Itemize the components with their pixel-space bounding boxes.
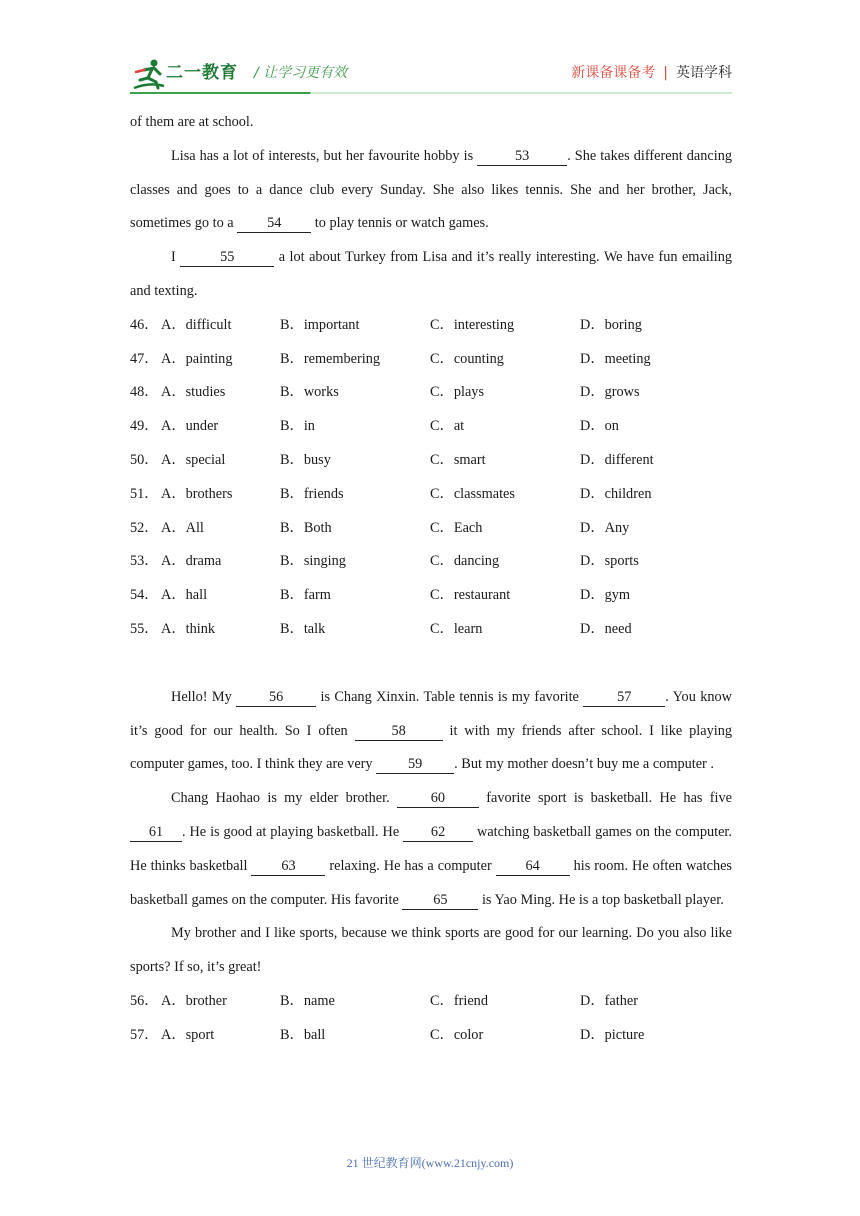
question-number: 49．: [130, 418, 159, 435]
blank-60: 60: [397, 790, 479, 808]
option-a: A．All: [161, 519, 204, 536]
question-row: [130, 343, 732, 377]
header-divider: [130, 92, 732, 94]
passage1-paragraph-0: [130, 106, 732, 140]
question-row: [130, 579, 732, 613]
option-d: D．gym: [580, 587, 631, 604]
option-d: D．different: [580, 451, 654, 468]
option-d: D．Any: [580, 519, 630, 536]
option-d: D．father: [580, 992, 638, 1009]
passage1-text: Lisa has a lot of interests, but her favourite hobby is: [171, 147, 478, 164]
passage1-text: . She takes different dancing classes and goes to a dance club every Sunday. She also likes tennis. She and her brother, Jack, sometimes go to a: [130, 147, 732, 232]
document-content: [130, 106, 732, 1053]
option-c: C．learn: [430, 620, 483, 637]
section-gap: [130, 647, 732, 681]
header-subject: 英语学科: [676, 65, 732, 81]
question-number: 50．: [130, 451, 159, 468]
passage2-text: it with my friends after school. I like playing computer games, too. I think they are very: [130, 722, 733, 773]
option-b: B．friends: [280, 485, 344, 502]
question-row: [130, 985, 732, 1019]
passage2-text: is Yao Ming. He is a top basketball player.: [478, 891, 724, 908]
header-slogan: / 让学习更有效: [254, 65, 348, 81]
passage2-text: watching basketball games on the computer. He thinks basketball: [130, 823, 732, 874]
blank-64: 64: [496, 858, 570, 876]
passage2-text: Hello! My: [171, 688, 237, 705]
passage1-text: of them are at school.: [130, 114, 254, 130]
page-footer[interactable]: 21 世纪教育网(www.21cnjy.com): [346, 1156, 514, 1170]
option-a: A．painting: [161, 350, 233, 367]
page-header: [130, 52, 732, 96]
option-a: A．under: [161, 418, 219, 435]
question-number: 55．: [130, 620, 159, 637]
option-d: D．children: [580, 485, 652, 502]
blank-63: 63: [251, 858, 325, 876]
header-subject-tag: 新课备课备考: [571, 65, 656, 81]
blank-59: 59: [376, 756, 454, 774]
option-c: C．classmates: [430, 485, 515, 502]
passage1-text: to play tennis or watch games.: [311, 215, 489, 232]
blank-58: 58: [355, 723, 443, 741]
option-a: A．brother: [161, 992, 227, 1009]
option-a: A．brothers: [161, 485, 233, 502]
options-block-2: [130, 985, 732, 1053]
option-a: A．special: [161, 451, 226, 468]
option-b: B．talk: [280, 620, 326, 637]
option-a: A．sport: [161, 1026, 215, 1043]
options-block-1: [130, 309, 732, 647]
option-b: B．ball: [280, 1026, 326, 1043]
option-b: B．remembering: [280, 350, 381, 367]
logo-text: 二一教育: [166, 63, 238, 83]
passage1-text: I: [171, 249, 181, 266]
passage1-paragraph-2: [130, 241, 732, 309]
question-row: [130, 309, 732, 343]
option-c: C．at: [430, 418, 465, 435]
passage2-paragraph-1: [130, 681, 732, 782]
passage2-text: My brother and I like sports, because we think sports are good for our learning. Do you also like sports? If so, it’s great!: [130, 925, 732, 976]
question-row: [130, 410, 732, 444]
question-number: 46．: [130, 316, 159, 333]
blank-65: 65: [402, 892, 478, 910]
question-number: 48．: [130, 384, 159, 401]
blank-62: 62: [403, 824, 473, 842]
blank-56: 56: [236, 689, 316, 707]
option-a: A．studies: [161, 384, 226, 401]
option-b: B．Both: [280, 519, 332, 536]
option-d: D．sports: [580, 553, 639, 570]
question-row: [130, 512, 732, 546]
passage2-paragraph-2: [130, 782, 732, 917]
option-d: D．grows: [580, 384, 640, 401]
option-c: C．restaurant: [430, 587, 511, 604]
question-row: [130, 545, 732, 579]
question-row: [130, 444, 732, 478]
blank-54: 54: [237, 215, 311, 233]
option-b: B．farm: [280, 587, 331, 604]
option-c: C．friend: [430, 992, 488, 1009]
passage2-text: favorite sport is basketball. He has five: [478, 790, 732, 807]
option-b: B．singing: [280, 553, 346, 570]
question-number: 52．: [130, 519, 159, 536]
question-number: 51．: [130, 485, 159, 502]
option-c: C．smart: [430, 451, 486, 468]
passage2-text: . You know it’s good for our health. So I often: [130, 688, 732, 739]
question-row: [130, 613, 732, 647]
option-b: B．busy: [280, 451, 331, 468]
option-b: B．in: [280, 418, 315, 435]
question-number: 53．: [130, 553, 159, 570]
option-d: D．on: [580, 418, 619, 435]
question-number: 47．: [130, 350, 159, 367]
header-right: [571, 62, 732, 82]
option-b: B．works: [280, 384, 339, 401]
header-separator: |: [663, 65, 668, 81]
option-d: D．boring: [580, 316, 642, 333]
question-number: 54．: [130, 587, 159, 604]
question-row: [130, 376, 732, 410]
passage2-text: . But my mother doesn’t buy me a computer .: [454, 756, 714, 773]
option-d: D．meeting: [580, 350, 651, 367]
passage2-text: his room. He often watches basketball games on the computer. His favorite: [130, 857, 732, 908]
option-c: C．dancing: [430, 553, 500, 570]
option-d: D．need: [580, 620, 632, 637]
question-row: [130, 478, 732, 512]
passage1-text: a lot about Turkey from Lisa and it’s really interesting. We have fun emailing and texting.: [130, 249, 732, 299]
passage2-text: Chang Haohao is my elder brother.: [171, 790, 397, 807]
option-c: C．plays: [430, 384, 485, 401]
question-row: [130, 1019, 732, 1053]
option-c: C．interesting: [430, 316, 515, 333]
blank-55: 55: [180, 249, 274, 267]
blank-61: 61: [130, 824, 182, 842]
question-number: 57．: [130, 1026, 159, 1043]
option-a: A．drama: [161, 553, 222, 570]
passage1-paragraph-1: [130, 140, 732, 241]
option-c: C．color: [430, 1026, 484, 1043]
option-c: C．counting: [430, 350, 504, 367]
question-number: 56．: [130, 992, 159, 1009]
option-d: D．picture: [580, 1026, 645, 1043]
option-b: B．name: [280, 992, 335, 1009]
passage2-text: . He is good at playing basketball. He: [182, 823, 404, 840]
blank-57: 57: [583, 689, 665, 707]
option-a: A．think: [161, 620, 216, 637]
passage2-text: is Chang Xinxin. Table tennis is my favorite: [316, 688, 584, 705]
option-b: B．important: [280, 316, 360, 333]
option-a: A．difficult: [161, 316, 232, 333]
blank-53: 53: [477, 148, 567, 166]
option-c: C．Each: [430, 519, 483, 536]
passage2-text: relaxing. He has a computer: [325, 857, 496, 874]
passage2-paragraph-3: [130, 917, 732, 985]
option-a: A．hall: [161, 587, 208, 604]
